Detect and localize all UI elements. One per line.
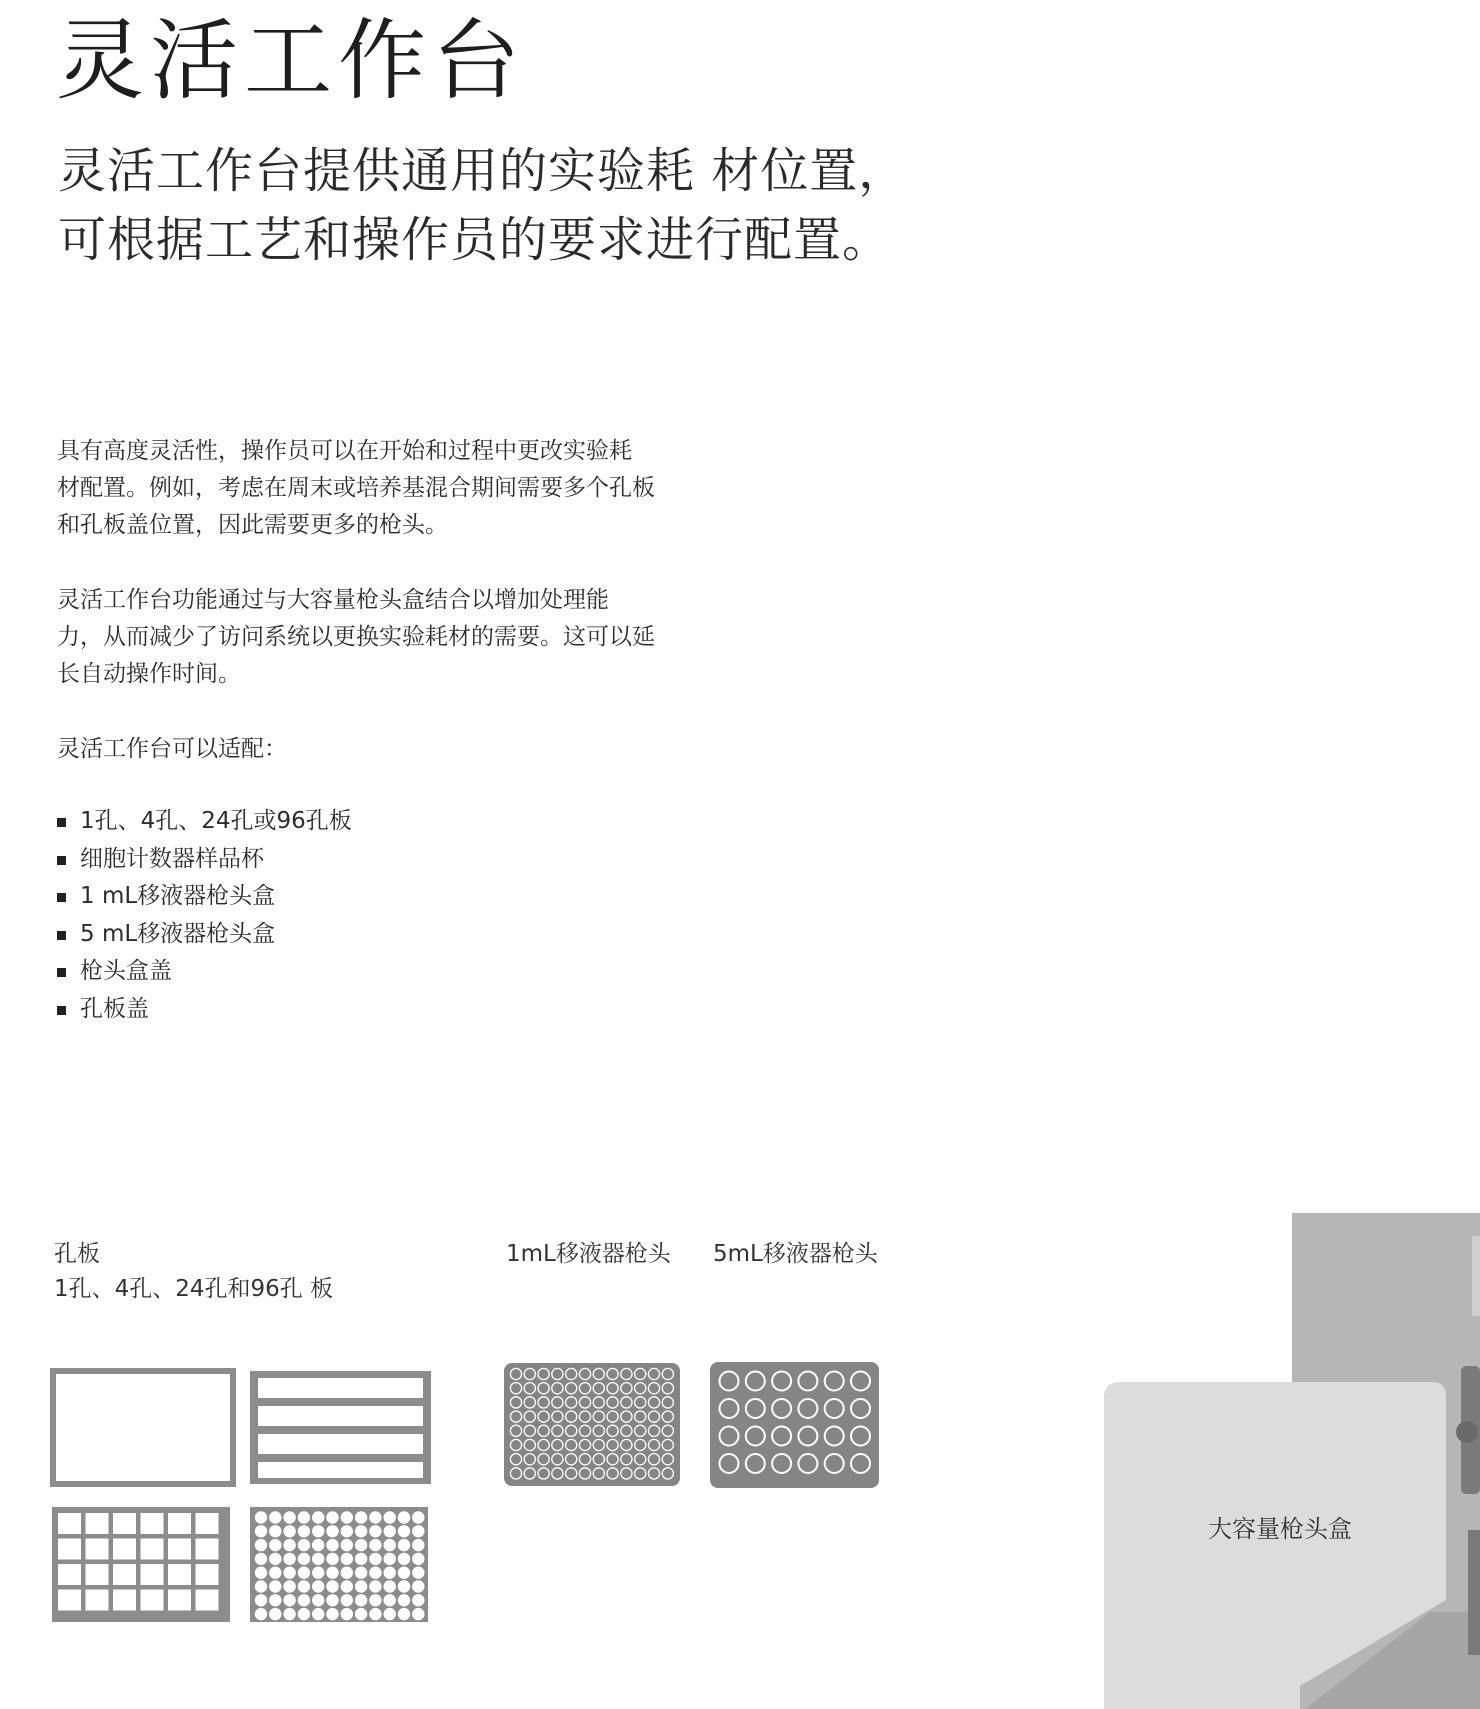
twenty-four-well-plate-icon <box>52 1507 230 1622</box>
page-title: 灵活工作台 <box>56 9 527 112</box>
plates-caption-detail: 1孔、4孔、24孔和96孔 板 <box>54 1276 334 1302</box>
one-well-plate-icon <box>53 1371 233 1484</box>
list-item-text: 细胞计数器样品杯 <box>80 845 264 872</box>
paragraph-line: 长自动操作时间。 <box>57 661 241 687</box>
four-well-plate-icon <box>250 1371 431 1484</box>
large-tip-box-illustration <box>1104 1213 1480 1709</box>
tips-1ml-caption: 1mL移液器枪头 <box>506 1241 671 1267</box>
list-item-text: 1 mL移液器枪头盒 <box>80 883 276 909</box>
paragraph-compatibility-intro: 灵活工作台可以适配： <box>57 736 287 762</box>
list-item-text: 孔板盖 <box>80 995 149 1022</box>
subtitle-line-1: 灵活工作台提供通用的实验耗 材位置， <box>58 143 908 199</box>
paragraph-line: 具有高度灵活性，操作员可以在开始和过程中更改实验耗 <box>57 438 632 464</box>
paragraph-line: 力，从而减少了访问系统以更换实验耗材的需要。这可以延 <box>57 624 655 650</box>
paragraph-line: 和孔板盖位置，因此需要更多的枪头。 <box>57 512 448 538</box>
subtitle-line-2: 可根据工艺和操作员的要求进行配置。 <box>58 212 892 268</box>
paragraph-line: 灵活工作台功能通过与大容量枪头盒结合以增加处理能 <box>57 587 609 613</box>
list-item-text: 1孔、4孔、24孔或96孔板 <box>80 808 352 834</box>
paragraph-line: 材配置。例如，考虑在周末或培养基混合期间需要多个孔板 <box>57 475 655 501</box>
tip-box-5ml-icon <box>710 1362 879 1488</box>
tips-5ml-caption: 5mL移液器枪头 <box>713 1241 878 1267</box>
list-item-text: 5 mL移液器枪头盒 <box>80 920 276 947</box>
plates-caption-title: 孔板 <box>54 1241 100 1267</box>
large-tip-box-label: 大容量枪头盒 <box>1208 1515 1352 1543</box>
list-item-text: 枪头盒盖 <box>80 958 172 984</box>
ninety-six-well-plate-icon <box>250 1507 428 1622</box>
tip-box-1ml-icon <box>504 1363 680 1486</box>
